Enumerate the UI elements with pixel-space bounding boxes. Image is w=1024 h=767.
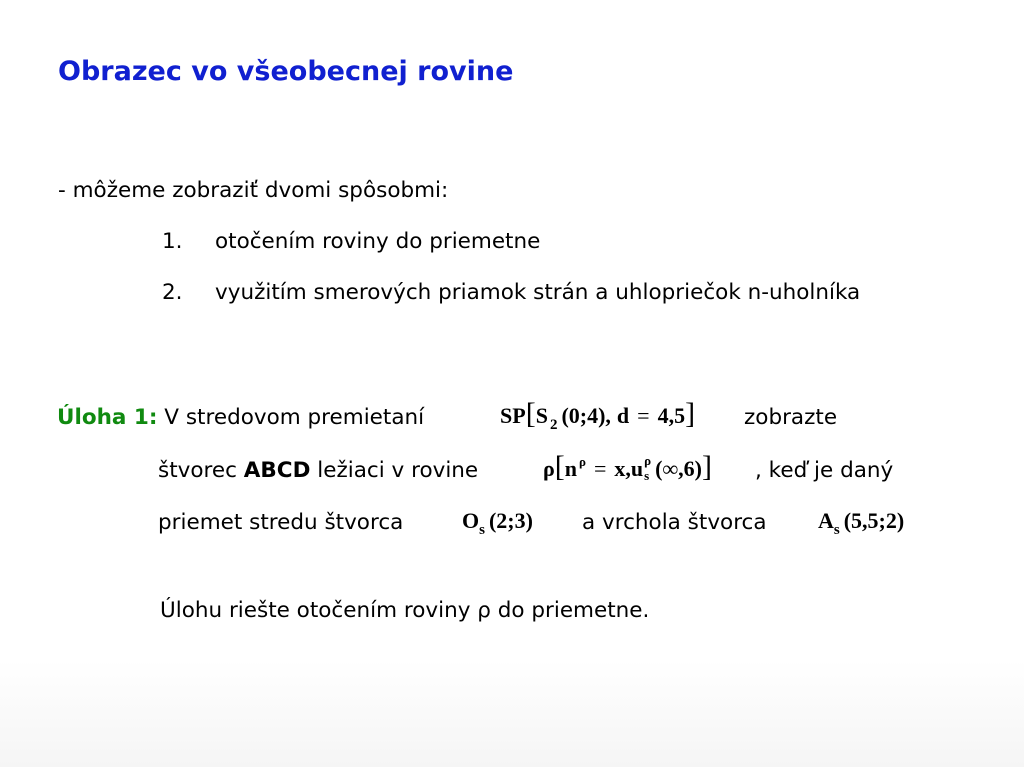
rho-u-indices: [644, 453, 652, 484]
os-o: O: [462, 508, 480, 533]
task-line-1-after: zobrazte: [744, 405, 838, 430]
as-sub: s: [833, 522, 840, 538]
sp-d: d: [616, 403, 630, 428]
rho-eq: =: [594, 456, 607, 481]
sp-head: SP: [500, 403, 526, 428]
sp-s-sub: 2: [549, 417, 558, 433]
sp-eq: =: [637, 403, 650, 428]
square-name: ABCD: [243, 458, 311, 483]
task-line-2-end: , keď je daný: [755, 458, 894, 483]
as-args: (5,5;2): [843, 508, 905, 533]
task-line-1-text: V stredovom premietaní: [157, 405, 425, 430]
rho-args: (∞,6): [655, 456, 702, 481]
sp-rbracket: ]: [685, 397, 696, 430]
task-instruction: Úlohu riešte otočením roviny ρ do priemetne.: [160, 598, 650, 623]
formula-sp: [500, 397, 695, 431]
os-args: (2;3): [488, 508, 533, 533]
rho-n-sup: ρ: [579, 454, 586, 469]
formula-as: [818, 508, 905, 538]
rho-x: x,: [614, 456, 631, 481]
rho-rbracket: ]: [701, 450, 712, 483]
rho-n: n: [564, 456, 578, 481]
method-number-1: 1.: [162, 229, 183, 254]
sp-dval: 4,5: [657, 403, 686, 428]
sp-args: (0;4): [561, 403, 606, 428]
sp-lbracket: [: [525, 397, 536, 430]
formula-os: [462, 508, 533, 538]
task-line-1: [57, 405, 424, 430]
task-line-2-before: štvorec: [158, 458, 244, 483]
rho-lbracket: [: [554, 450, 565, 483]
task-label: Úloha 1:: [57, 405, 158, 430]
rho-u: u: [630, 456, 644, 481]
method-text-2: využitím smerových priamok strán a uhlopriečok n-uholníka: [215, 280, 861, 305]
method-number-2: 2.: [162, 280, 183, 305]
slide-title: Obrazec vo všeobecnej rovine: [58, 56, 514, 87]
intro-text: - môžeme zobraziť dvomi spôsobmi:: [58, 178, 449, 203]
rho-u-sub: s: [644, 468, 650, 484]
task-line-3-middle: a vrchola štvorca: [582, 510, 767, 535]
formula-rho: [543, 450, 712, 484]
task-line-2-after: ležiaci v rovine: [310, 458, 479, 483]
sp-s: S: [535, 403, 548, 428]
task-line-2: [158, 458, 478, 483]
rho-u-sup: ρ: [644, 453, 652, 469]
os-sub: s: [479, 522, 485, 538]
method-text-1: otočením roviny do priemetne: [215, 229, 541, 254]
sp-comma: ,: [605, 403, 611, 428]
as-a: A: [818, 508, 834, 533]
task-line-3-before: priemet stredu štvorca: [158, 510, 404, 535]
rho-symbol: ρ: [543, 456, 555, 481]
